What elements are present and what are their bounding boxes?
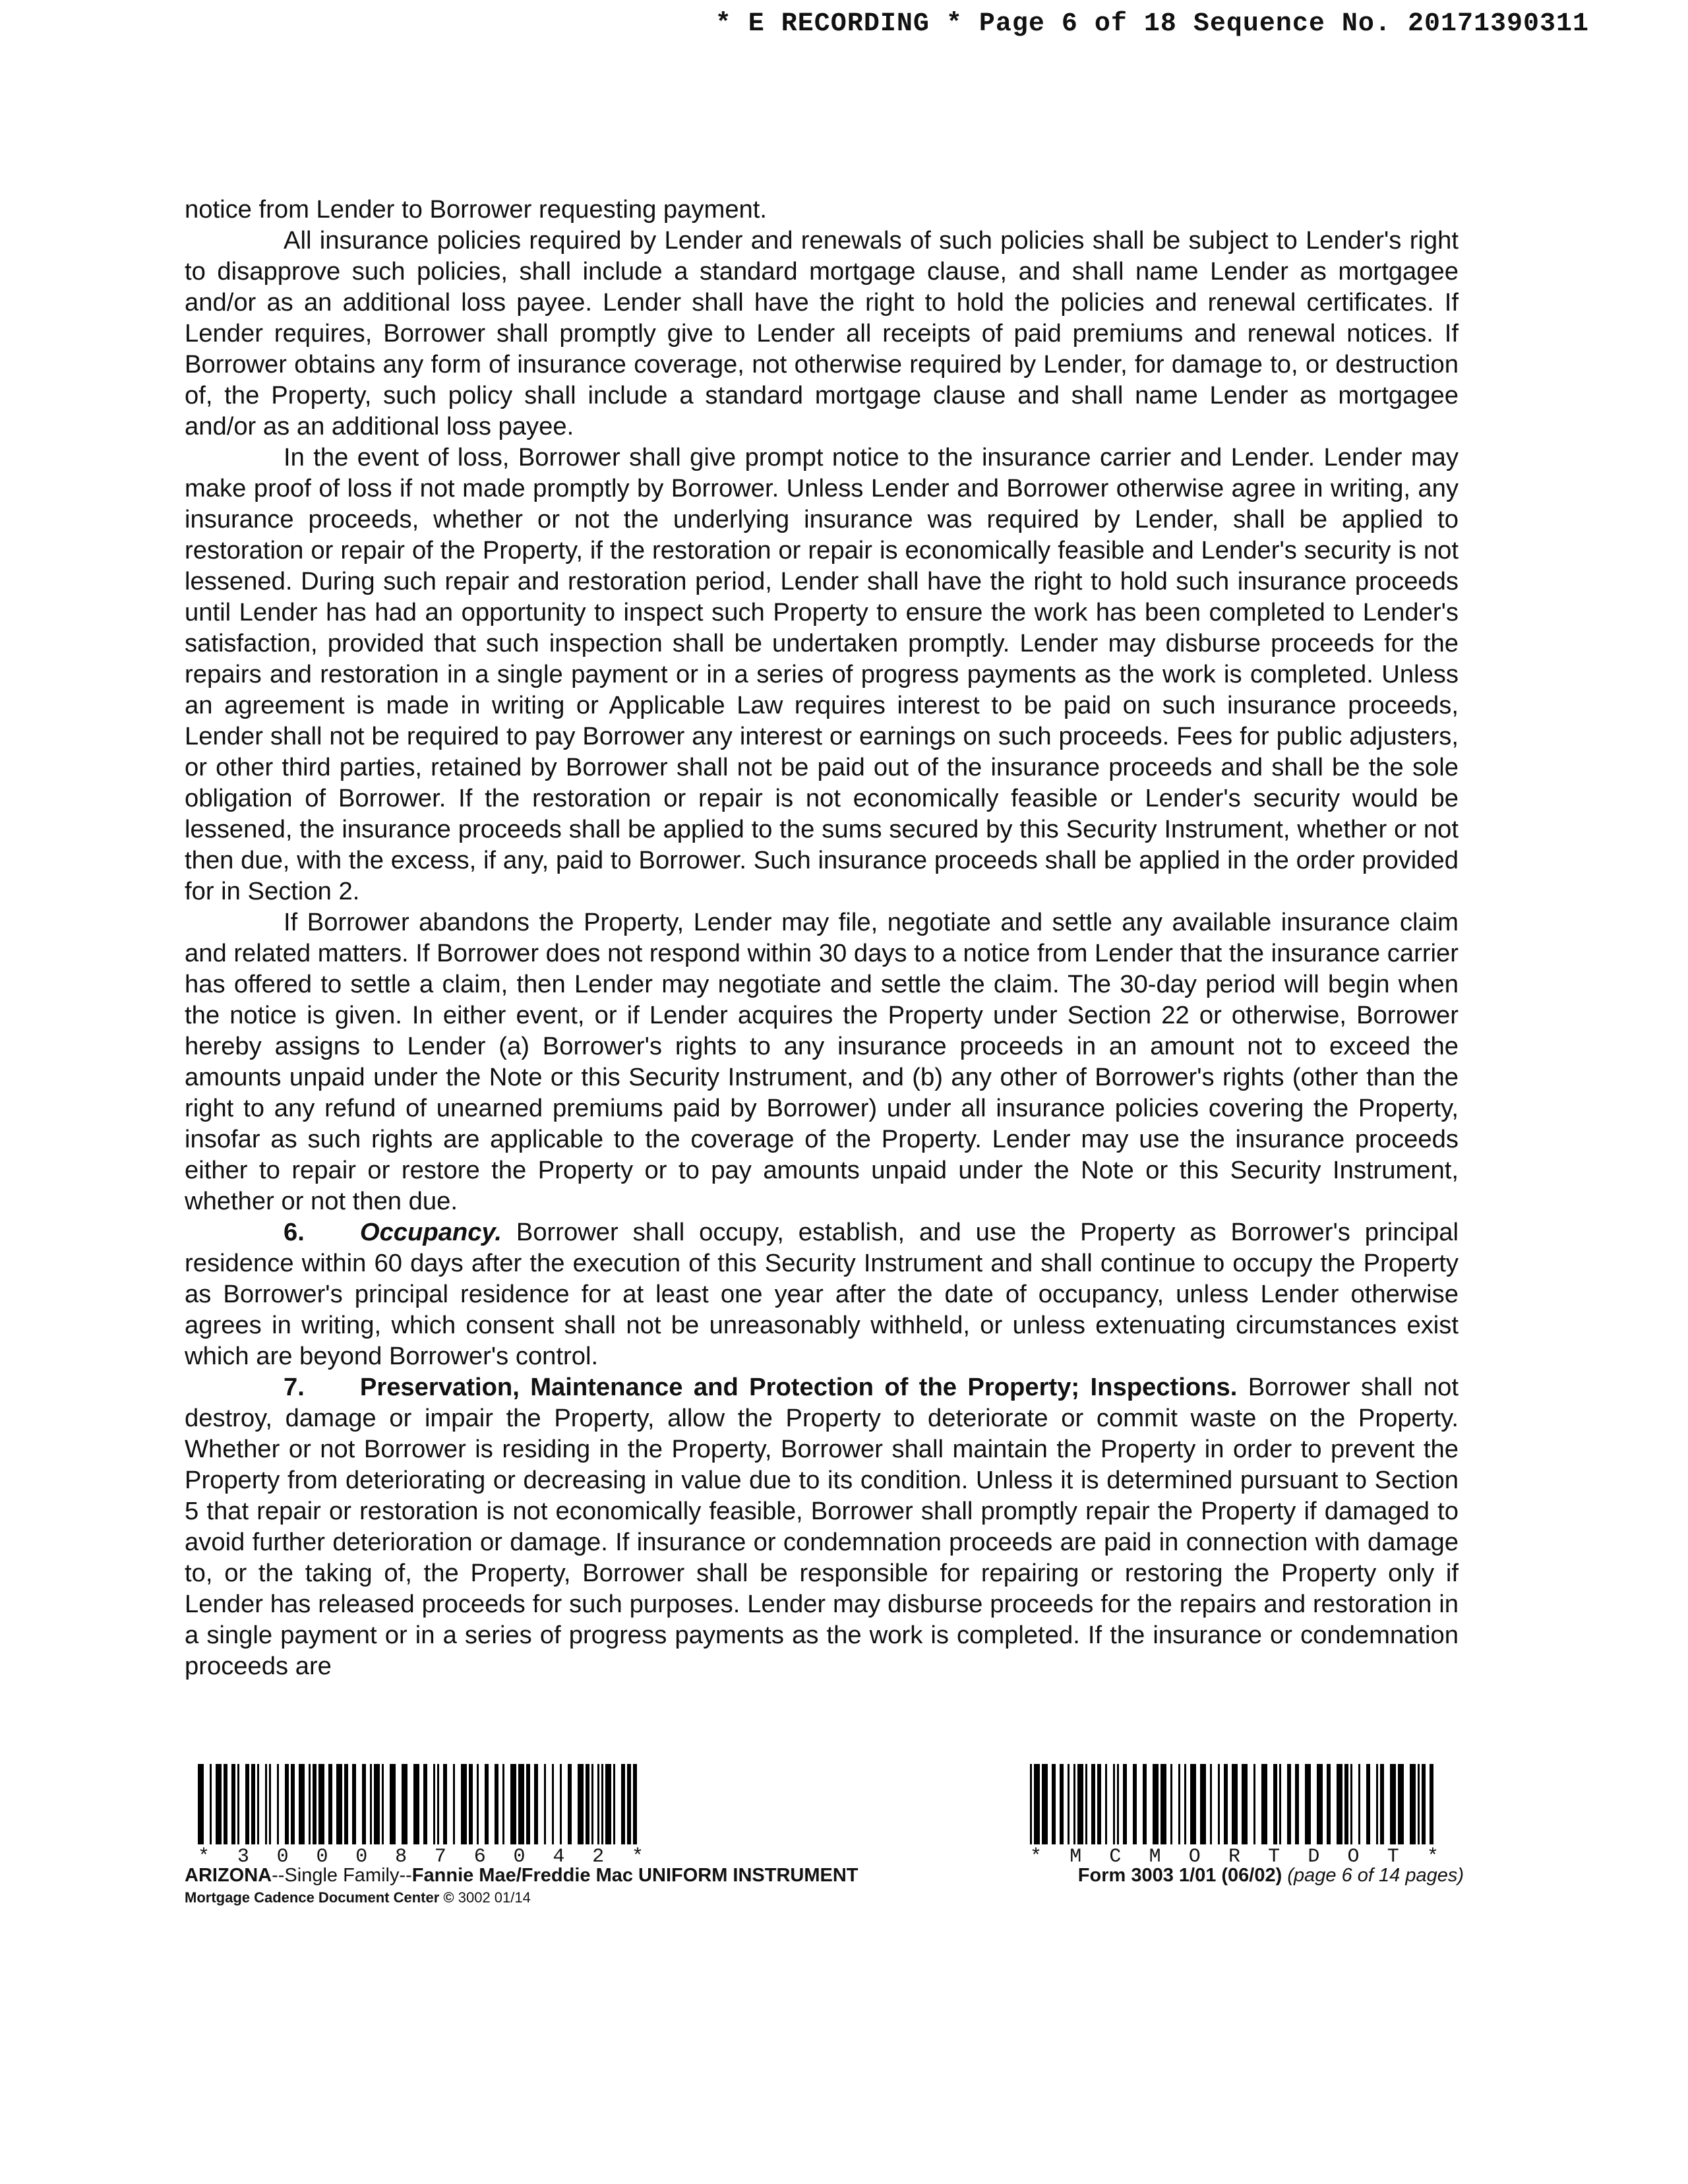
section-occupancy [185, 1217, 1459, 1372]
footer-form-info [1078, 1865, 1464, 1887]
barcode-space [427, 1764, 433, 1844]
barcode-bar [374, 1764, 380, 1844]
barcode-space [279, 1764, 285, 1844]
paragraph-insurance-policies: All insurance policies required by Lender and renewals of such policies shall be subject to Lender's right to disapprove such policies, shall include a standard mortgage clause, and shall name Lender as mortgagee and/or as an additional loss payee. Lender shall have the right to hold the policies and renewal certificates. If Lender requires, Borrower shall promptly give to Lender all receipts of paid premiums and renewal notices. If Borrower obtains any form of insurance coverage, not otherwise required by Lender, for damage to, or destruction of, the Property, such policy shall include a standard mortgage clause and shall name Lender as mortgagee and/or as an additional loss payee. [185, 226, 1459, 440]
footer-agencies: Fannie Mae/Freddie Mac UNIFORM INSTRUMENT [411, 1865, 859, 1886]
barcode-space [1127, 1764, 1133, 1844]
barcode-bar [1153, 1764, 1159, 1844]
barcode-space [455, 1764, 461, 1844]
barcode-space [572, 1764, 578, 1844]
barcode-bar [1034, 1764, 1040, 1844]
barcode-char: C [1109, 1846, 1122, 1868]
barcode-char: T [1268, 1846, 1281, 1868]
paragraph-continuation: notice from Lender to Borrower requesting payment. [185, 195, 768, 224]
section-title: Preservation, Maintenance and Protection of the Property; Inspections. [359, 1373, 1238, 1401]
barcode-char: T [1387, 1846, 1399, 1868]
barcode-space [1331, 1764, 1337, 1844]
barcode-bar [1261, 1764, 1267, 1844]
section-number: 6. [284, 1218, 305, 1246]
barcode-bar [461, 1764, 467, 1844]
barcode-char: * [631, 1846, 644, 1868]
barcode-bar [1337, 1764, 1342, 1844]
barcode-space [1255, 1764, 1261, 1844]
barcode-char: * [198, 1846, 210, 1868]
barcode-bar [605, 1764, 611, 1844]
barcode-space [1384, 1764, 1390, 1844]
barcode-bar [413, 1764, 419, 1844]
barcode-form-id [1030, 1764, 1439, 1867]
barcode-text [198, 1847, 644, 1867]
barcode-space [407, 1764, 413, 1844]
barcode-char: 0 [276, 1846, 289, 1868]
barcode-space [1404, 1764, 1410, 1844]
barcode-char: 0 [355, 1846, 368, 1868]
barcode-char: 6 [473, 1846, 486, 1868]
barcode-bar [318, 1764, 324, 1844]
barcode-space [1352, 1764, 1358, 1844]
barcode-char: * [1426, 1846, 1439, 1868]
barcode-char: O [1188, 1846, 1201, 1868]
footer-instrument-info [185, 1865, 859, 1906]
barcode-bar [1160, 1764, 1166, 1844]
barcode-space [447, 1764, 453, 1844]
barcode-space [1299, 1764, 1305, 1844]
barcode-char: 4 [553, 1846, 565, 1868]
barcode-space [504, 1764, 510, 1844]
barcode-space [384, 1764, 390, 1844]
barcode-space [1107, 1764, 1113, 1844]
barcode-char: 2 [592, 1846, 605, 1868]
barcode-space [1137, 1764, 1143, 1844]
paragraph-abandonment: If Borrower abandons the Property, Lender may file, negotiate and settle any available insurance claim and related matters. If Borrower does not respond within 30 days to a notice from Lender that the insurance carrier has offered to settle a claim, then Lender may negotiate and settle the claim. The 30-day period will begin when the notice is given. In either event, or if Lender acquires the Property under Section 22 or otherwise, Borrower hereby assigns to Lender (a) Borrower's rights to any insurance proceeds in an amount not to exceed the amounts unpaid under the Note or this Security Instrument, and (b) any other of Borrower's rights (other than the right to any refund of unearned premiums paid by Borrower) under all insurance policies covering the Property, insofar as such rights are applicable to the coverage of the Property. Lender may use the insurance proceeds either to repair or restore the Property or to pay amounts unpaid under the Note or this Security Instrument, whether or not then due. [185, 908, 1459, 1215]
section-text: Borrower shall not destroy, damage or impair the Property, allow the Property to deteriorate or commit waste on the Property. Whether or not Borrower is residing in the Property, Borrower shall maintain the Property in order to prevent the Property from deteriorating or decreasing in value due to its condition. Unless it is determined pursuant to Section 5 that repair or restoration is not economically feasible, Borrower shall promptly repair the Property if damaged to avoid further deterioration or damage. If insurance or condemnation proceeds are paid in connection with damage to, or the taking of, the Property, Borrower shall be responsible for repairing or restoring the Property only if Lender has released proceeds for such purposes. Lender may disburse proceeds for the repairs and restoration in a single payment or in a series of progress payments as the work is completed. If the insurance or condemnation proceeds are [185, 1373, 1459, 1680]
barcode-space [489, 1764, 495, 1844]
barcode-space [1370, 1764, 1376, 1844]
barcode-space [1267, 1764, 1273, 1844]
barcode-bars [1030, 1764, 1439, 1844]
barcode-space [356, 1764, 362, 1844]
section-text: Borrower shall occupy, establish, and use the Property as Borrower's principal residence within 60 days after the execution of this Security Instrument and shall continue to occupy the Property as Borrower's principal residence for at least one year after the date of occupancy, unless Lender otherwise agrees in writing, which consent shall not be unreasonably withheld, or unless extenuating circumstances exist which are beyond Borrower's control. [185, 1218, 1459, 1370]
footer-form-number: Form 3003 1/01 (06/02) [1077, 1865, 1282, 1886]
barcode-space [1281, 1764, 1287, 1844]
barcode-bar [336, 1764, 342, 1844]
barcode-bar [1190, 1764, 1196, 1844]
barcode-bars [198, 1764, 644, 1844]
document-body [185, 194, 1459, 1682]
barcode-loan-number [198, 1764, 644, 1867]
barcode-space [538, 1764, 544, 1844]
footer-doc-code: 3002 01/14 [458, 1889, 531, 1906]
barcode-bar [1242, 1764, 1248, 1844]
section-number: 7. [284, 1373, 305, 1401]
barcode-char: 3 [237, 1846, 249, 1868]
barcode-bar [216, 1764, 222, 1844]
barcode-bar [578, 1764, 584, 1844]
barcode-space [1311, 1764, 1317, 1844]
barcode-char: 8 [395, 1846, 407, 1868]
barcode-bar [198, 1764, 204, 1844]
barcode-space [1360, 1764, 1366, 1844]
barcode-bar [1077, 1764, 1083, 1844]
barcode-bar [1317, 1764, 1323, 1844]
barcode-bar [402, 1764, 407, 1844]
barcode-char: 7 [434, 1846, 446, 1868]
section-preservation [185, 1372, 1459, 1682]
barcode-bar [390, 1764, 396, 1844]
footer-page-count: (page 6 of 14 pages) [1287, 1865, 1464, 1886]
barcode-bar [510, 1764, 516, 1844]
barcode-space [1248, 1764, 1253, 1844]
barcode-space [239, 1764, 245, 1844]
footer-state: ARIZONA [185, 1865, 272, 1886]
barcode-space [396, 1764, 402, 1844]
barcode-space [479, 1764, 485, 1844]
barcode-space [1212, 1764, 1218, 1844]
barcode-space [562, 1764, 568, 1844]
barcode-bar [1232, 1764, 1238, 1844]
footer-doc-center: Mortgage Cadence Document Center © [185, 1889, 454, 1906]
barcode-char: R [1228, 1846, 1240, 1868]
barcode-bar [518, 1764, 524, 1844]
barcode-bar [299, 1764, 305, 1844]
barcode-bar [1430, 1764, 1433, 1844]
barcode-space [615, 1764, 621, 1844]
barcode-space [546, 1764, 552, 1844]
barcode-char: O [1347, 1846, 1360, 1868]
barcode-char: * [1030, 1846, 1042, 1868]
barcode-bar [1200, 1764, 1206, 1844]
barcode-space [1147, 1764, 1153, 1844]
barcode-bar [1390, 1764, 1396, 1844]
barcode-bar [1398, 1764, 1404, 1844]
barcode-space [1172, 1764, 1178, 1844]
barcode-space [271, 1764, 277, 1844]
recording-header: * E RECORDING * Page 6 of 18 Sequence No. 20171390311 [715, 9, 1589, 39]
barcode-bar [1305, 1764, 1311, 1844]
barcode-char: M [1149, 1846, 1161, 1868]
barcode-space [204, 1764, 210, 1844]
barcode-space [637, 1764, 641, 1844]
barcode-space [554, 1764, 560, 1844]
barcode-char: M [1070, 1846, 1082, 1868]
barcode-char: D [1308, 1846, 1320, 1868]
barcode-char: 0 [316, 1846, 328, 1868]
paragraph-event-of-loss: In the event of loss, Borrower shall give prompt notice to the insurance carrier and Lender. Lender may make proof of loss if not made promptly by Borrower. Unless Lender and Borrower otherwise agree in writing, any insurance proceeds, whether or not the underlying insurance was required by Lender, shall be applied to restoration or repair of the Property, if the restoration or repair is economically feasible and Lender's security is not lessened. During such repair and restoration period, Lender shall have the right to hold such insurance proceeds until Lender has had an opportunity to inspect such Property to ensure the work has been completed to Lender's satisfaction, provided that such inspection shall be undertaken promptly. Lender may disburse proceeds for the repairs and restoration in a single payment or in a series of progress payments as the work is completed. Unless an agreement is made in writing or Applicable Law requires interest to be paid on such insurance proceeds, Lender shall not be required to pay Borrower any interest or earnings on such proceeds. Fees for public adjusters, or other third parties, retained by Borrower shall not be paid out of the insurance proceeds and shall be the sole obligation of Borrower. If the restoration or repair is not economically feasible or Lender's security would be lessened, the insurance proceeds shall be applied to the sums secured by this Security Instrument, whether or not then due, with the excess, if any, paid to Borrower. Such insurance proceeds shall be applied in the order provided for in Section 2. [185, 443, 1459, 905]
barcode-char: 0 [513, 1846, 526, 1868]
section-title: Occupancy. [359, 1218, 502, 1246]
footer-form-desc: --Single Family-- [272, 1865, 412, 1886]
barcode-text [1030, 1847, 1439, 1867]
barcode-space [259, 1764, 265, 1844]
barcode-bar [1410, 1764, 1416, 1844]
barcode-bar [1042, 1764, 1048, 1844]
